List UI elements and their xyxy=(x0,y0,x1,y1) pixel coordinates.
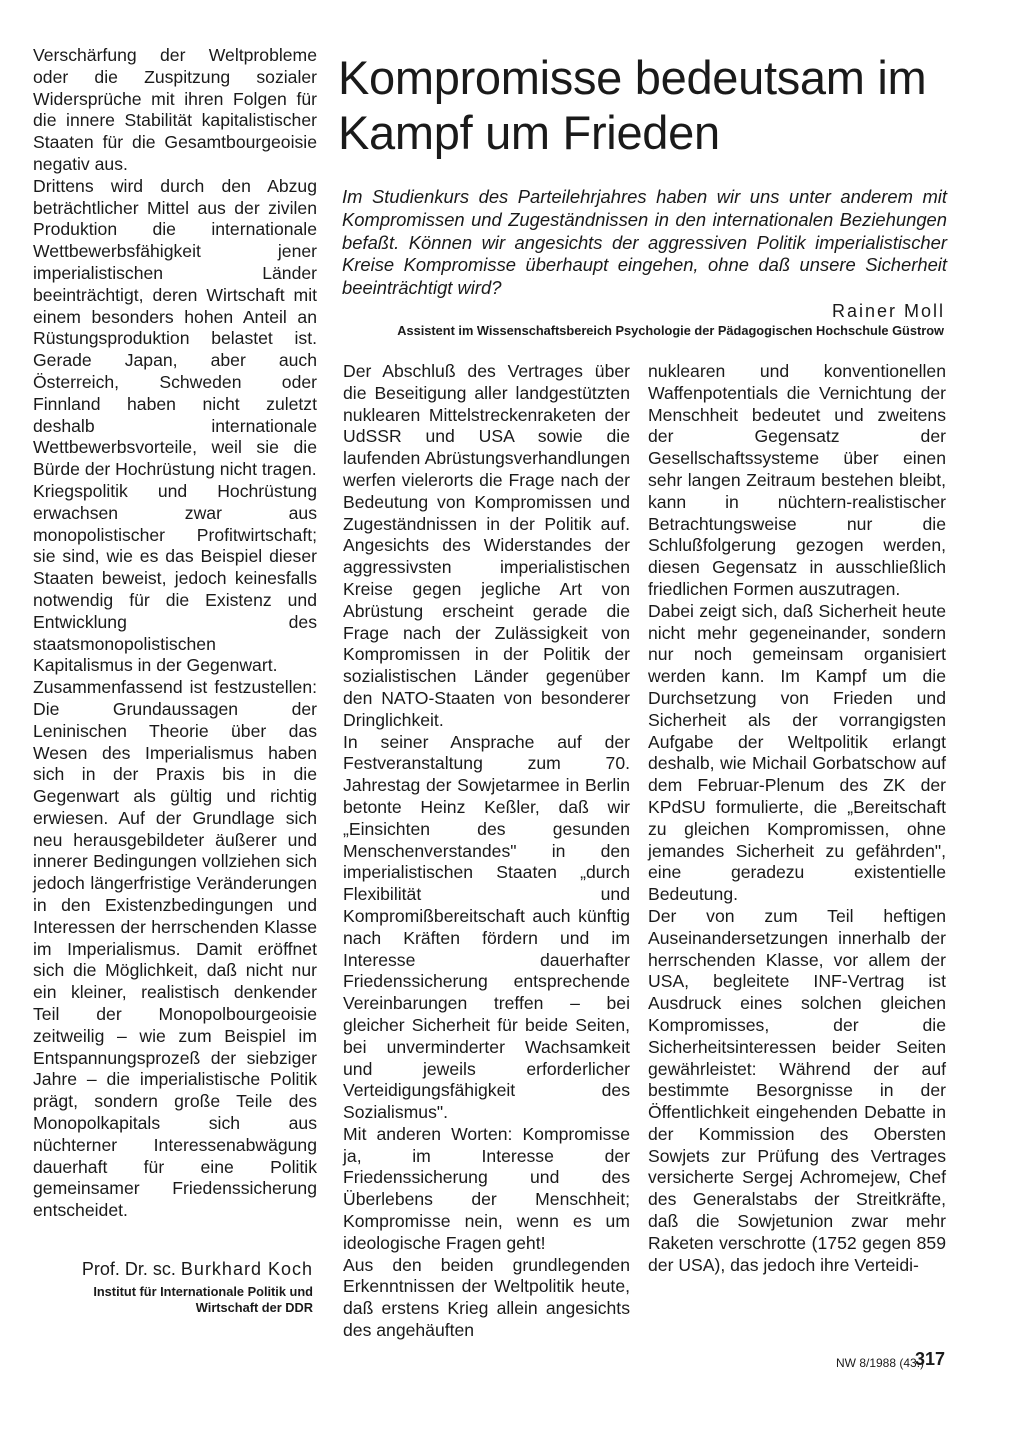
paragraph: nuklearen und konventionellen Waffenpotentials die Vernichtung der Menschheit bedeutet und zweitens der Gegensatz der Gesellschaftssysteme über einen sehr langen Zeitraum bestehen bleibt, kann in nüchtern-realistischer Betrachtungsweise nur die Schlußfolgerung gezogen werden, diesen Gegensatz in ausschließlich friedlichen Formen auszutragen. xyxy=(648,361,946,599)
paragraph: In seiner Ansprache auf der Festveranstaltung zum 70. Jahrestag der Sowjetarmee in Berlin betonte Heinz Keßler, daß wir „Einsichten des gesunden Menschenverstandes" in den imperialistischen Staaten „durch Flexibilität und Kompromißbereitschaft auch künftig nach Kräften fördern und im Interesse dauerhafter Friedenssicherung entsprechende Vereinbarungen treffen – bei gleicher Sicherheit für beide Seiten, bei unverminderter Wachsamkeit und jeweils erforderlicher Verteidigungsfähigkeit des Sozialismus". xyxy=(343,731,630,1123)
paragraph: Dabei zeigt sich, daß Sicherheit heute nicht mehr gegeneinander, sondern nur noch gemeinsam organisiert werden kann. Im Kampf um die Durchsetzung von Frieden und Sicherheit als der vorrangigsten Aufgabe der Weltpolitik erlangt deshalb, wie Michail Gorbatschow auf dem Februar-Plenum des ZK der KPdSU formulierte, die „Bereitschaft zu gleichen Kompromissen, ohne jemandes Sicherheit zu gefährden", eine geradezu existentielle Bedeutung. xyxy=(648,600,946,905)
middle-column xyxy=(343,361,630,1342)
left-author-name: Burkhard Koch xyxy=(180,1259,313,1279)
paragraph: Der Abschluß des Vertrages über die Beseitigung aller landgestützten nuklearen Mittelstreckenraketen der UdSSR und USA sowie die laufenden Abrüstungsverhandlungen werfen vielerorts die Frage nach der Bedeutung von Kompromissen und Zugeständnissen in der Politik auf. Angesichts des Widerstandes der aggressivsten imperialistischen Kreise gegen jegliche Art von Abrüstung erscheint gerade die Frage nach der Zulässigkeit von Kompromissen in der Politik der sozialistischen Länder gegenüber den NATO-Staaten von besonderer Dringlichkeit. xyxy=(343,361,630,730)
article-lead: Im Studienkurs des Parteilehrjahres haben wir uns unter anderem mit Kompromissen und Zugeständnissen in den internationalen Beziehungen befaßt. Können wir angesichts der aggressiven Politik imperialistischer Kreise Kompromisse überhaupt eingehen, ohne daß unsere Sicherheit beeinträchtigt wird? xyxy=(342,186,947,299)
page-number: 317 xyxy=(915,1349,946,1369)
paragraph: Der von zum Teil heftigen Auseinandersetzungen innerhalb der herrschenden Klasse, vor allem der USA, begleitete INF-Vertrag ist Ausdruck eines solchen gleichen Kompromisses, der die Sicherheitsinteressen beider Seiten gewährleistet: Während der auf bestimmte Besorgnisse in der Öffentlichkeit eingehenden Debatte in der Kommission des Obersten Sowjets zur Prüfung des Vertrages versicherte Sergej Achromejew, Chef des Generalstabs der Streitkräfte, daß die Sowjetunion zwar mehr Raketen verschrotte (1752 gegen 859 der USA), das jedoch ihre Verteidi- xyxy=(648,905,946,1275)
paragraph: Aus den beiden grundlegenden Erkenntnissen der Weltpolitik heute, daß erstens Krieg allein angesichts des angehäuften xyxy=(343,1254,630,1341)
paragraph: Verschärfung der Weltprobleme oder die Zuspitzung sozialer Widersprüche mit ihren Folgen für die innere Stabilität kapitalistischer Staaten für die Gesamtbourgeoisie negativ aus. xyxy=(33,45,317,174)
right-column xyxy=(648,361,946,1276)
author-affiliation: Assistent im Wissenschaftsbereich Psychologie der Pädagogischen Hochschule Güstrow xyxy=(397,323,944,338)
paragraph: Kriegspolitik und Hochrüstung erwachsen zwar aus monopolistischer Profitwirtschaft; sie sind, wie es das Beispiel dieser Staaten beweist, jedoch keinesfalls notwendig für die Existenz und Entwicklung des staatsmonopolistischen Kapitalismus in der Gegenwart. xyxy=(33,480,317,676)
left-author-affiliation: Institut für Internationale Politik und Wirtschaft der DDR xyxy=(93,1284,313,1315)
paragraph: Mit anderen Worten: Kompromisse ja, im Interesse der Friedenssicherung und des Überlebens der Menschheit; Kompromisse nein, wenn es um ideologische Fragen geht! xyxy=(343,1123,630,1253)
paragraph: Zusammenfassend ist festzustellen: Die Grundaussagen der Leninischen Theorie über das Wesen des Imperialismus haben sich in der Praxis bis in die Gegenwart als gültig und richtig erwiesen. Auf der Grundlage sich neu herausgebildeter äußerer und innerer Bedingungen vollziehen sich jedoch längerfristige Veränderungen in den Existenzbedingungen und Interessen der herrschenden Klasse im Imperialismus. Damit eröffnet sich die Möglichkeit, daß nicht nur ein kleiner, realistisch denkender Teil der Monopolbourgeoisie zeitweilig – wie zum Beispiel im Entspannungsprozeß der siebziger Jahre – die imperialistische Politik prägt, sondern große Teile des Monopolkapitals sich aus nüchterner Interessenabwägung dauerhaft für eine Politik gemeinsamer Friedenssicherung entscheidet. xyxy=(33,677,317,1221)
paragraph: Drittens wird durch den Abzug beträchtlicher Mittel aus der zivilen Produktion die internationale Wettbewerbsfähigkeit jener imperialistischen Länder beeinträchtigt, deren Wirtschaft mit einem besonders hohen Anteil an Rüstungsproduktion belastet ist. Gerade Japan, aber auch Österreich, Schweden oder Finnland haben nicht zuletzt deshalb internationale Wettbewerbsvorteile, weil sie die Bürde der Hochrüstung nicht tragen. xyxy=(33,175,317,480)
left-author-title: Prof. Dr. sc. xyxy=(81,1259,176,1279)
author-name: Rainer Moll xyxy=(831,301,945,321)
footer-issue: NW 8/1988 (43.) xyxy=(836,1356,925,1370)
article-headline: Kompromisse bedeutsam im Kampf um Frieden xyxy=(338,51,927,159)
left-author-byline xyxy=(45,1259,313,1280)
left-column xyxy=(33,45,317,1222)
